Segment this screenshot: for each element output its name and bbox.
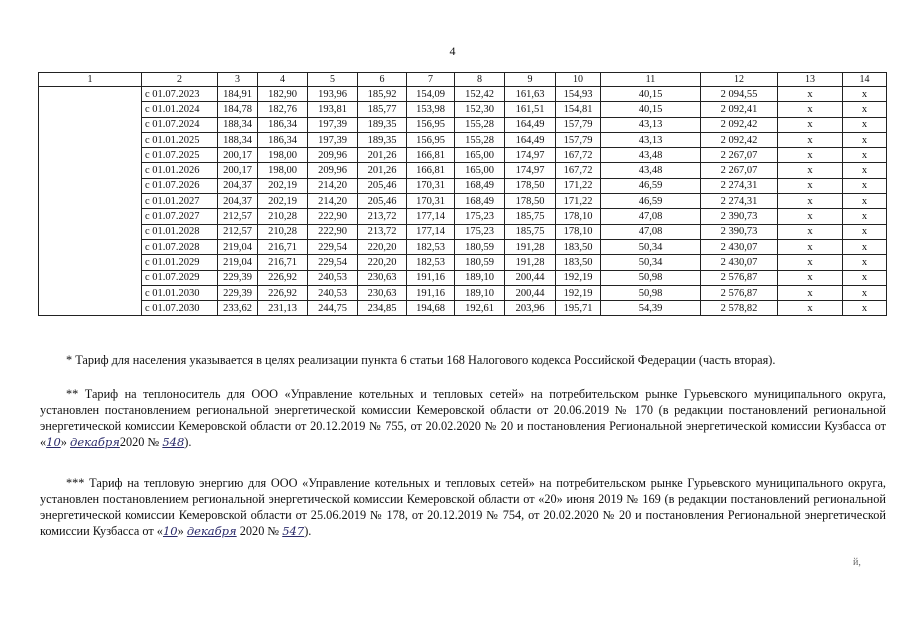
table-cell-date: с 01.07.2026 (142, 178, 218, 193)
table-cell-value: 244,75 (308, 301, 358, 316)
footnote-heat-energy-main: *** Тариф на тепловую энергию для ООО «Управление котельных и тепловых сетей» на потребительском рынке Гурьевского муниципального округа, установлен постановлением региональной энергетической комиссии Кемеровской области от «20» июня 2019 № 169 (в редакции постановлений региональной энергетической комиссии Кемеровской области от 25.06.2019 № 178, от 20.12.2019 № 754, от 20.02.2020 № 20 и постановления Региональной энергетической комиссии Кузбасса от « (40, 476, 886, 538)
table-cell-value: 168,49 (455, 178, 505, 193)
table-cell-value: 205,46 (358, 178, 407, 193)
table-cell-value: 198,00 (258, 148, 308, 163)
table-cell-value: 2 094,55 (701, 87, 778, 102)
table-cell-value: 47,08 (601, 224, 701, 239)
footnote-heat-carrier-text (40, 386, 886, 450)
table-cell-value: х (843, 148, 887, 163)
table-cell-value: х (843, 194, 887, 209)
closing-paren: ). (304, 524, 312, 538)
table-cell-value: 54,39 (601, 301, 701, 316)
table-cell-value: 189,35 (358, 132, 407, 147)
table-cell-value: 157,79 (556, 132, 601, 147)
table-cell-value: 189,10 (455, 285, 505, 300)
table-cell-blank (39, 301, 142, 316)
table-cell-value: 220,20 (358, 255, 407, 270)
table-cell-value: 219,04 (218, 239, 258, 254)
table-cell-value: 50,34 (601, 255, 701, 270)
table-cell-value: 209,96 (308, 148, 358, 163)
table-cell-value: 203,96 (505, 301, 556, 316)
table-row (39, 117, 887, 132)
table-row (39, 163, 887, 178)
table-cell-value: 200,17 (218, 148, 258, 163)
table-cell-value: 193,96 (308, 87, 358, 102)
table-cell-blank (39, 117, 142, 132)
table-cell-value: х (778, 117, 843, 132)
table-cell-value: х (843, 178, 887, 193)
column-header: 14 (843, 73, 887, 87)
table-cell-value: 50,98 (601, 270, 701, 285)
closing-paren: ). (184, 435, 192, 449)
table-cell-value: 213,72 (358, 224, 407, 239)
column-header: 4 (258, 73, 308, 87)
table-cell-value: 155,28 (455, 132, 505, 147)
table-row (39, 209, 887, 224)
column-header: 7 (407, 73, 455, 87)
table-cell-value: 170,31 (407, 194, 455, 209)
table-cell-value: 219,04 (218, 255, 258, 270)
table-cell-value: 183,50 (556, 239, 601, 254)
table-cell-value: 46,59 (601, 194, 701, 209)
table-cell-value: х (778, 285, 843, 300)
table-row (39, 255, 887, 270)
table-cell-value: 175,23 (455, 224, 505, 239)
table-cell-value: 167,72 (556, 163, 601, 178)
table-cell-value: 167,72 (556, 148, 601, 163)
table-cell-value: 40,15 (601, 87, 701, 102)
table-cell-value: 202,19 (258, 178, 308, 193)
table-cell-value: 182,90 (258, 87, 308, 102)
table-cell-value: 212,57 (218, 209, 258, 224)
table-row (39, 224, 887, 239)
table-cell-date: с 01.01.2029 (142, 255, 218, 270)
table-cell-date: с 01.07.2024 (142, 117, 218, 132)
table-cell-value: 185,92 (358, 87, 407, 102)
table-cell-value: 156,95 (407, 117, 455, 132)
table-cell-value: 50,98 (601, 285, 701, 300)
footnote-heat-carrier (40, 386, 886, 450)
column-header: 6 (358, 73, 407, 87)
table-cell-date: с 01.07.2023 (142, 87, 218, 102)
table-cell-value: 174,97 (505, 163, 556, 178)
table-cell-value: 240,53 (308, 285, 358, 300)
table-cell-value: 188,34 (218, 132, 258, 147)
table-cell-value: 175,23 (455, 209, 505, 224)
column-header: 3 (218, 73, 258, 87)
table-cell-date: с 01.07.2027 (142, 209, 218, 224)
table-cell-date: с 01.01.2025 (142, 132, 218, 147)
table-cell-value: х (843, 285, 887, 300)
table-cell-value: х (778, 87, 843, 102)
table-cell-value: х (843, 239, 887, 254)
column-header: 2 (142, 73, 218, 87)
table-cell-value: 189,35 (358, 117, 407, 132)
table-cell-value: 188,34 (218, 117, 258, 132)
table-cell-value: 50,34 (601, 239, 701, 254)
year-number-label: 2020 № (236, 524, 283, 538)
table-cell-blank (39, 132, 142, 147)
footnote-heat-energy (40, 475, 886, 539)
table-cell-value: х (843, 117, 887, 132)
table-cell-value: 157,79 (556, 117, 601, 132)
table-cell-value: 186,34 (258, 132, 308, 147)
quote-close: » (60, 435, 71, 449)
table-cell-date: с 01.07.2025 (142, 148, 218, 163)
table-cell-value: х (843, 209, 887, 224)
table-cell-value: 43,48 (601, 148, 701, 163)
table-row (39, 270, 887, 285)
table-cell-value: 191,28 (505, 255, 556, 270)
table-cell-blank (39, 209, 142, 224)
table-cell-value: 2 430,07 (701, 239, 778, 254)
table-cell-value: 178,10 (556, 224, 601, 239)
table-cell-value: 230,63 (358, 270, 407, 285)
column-header: 11 (601, 73, 701, 87)
table-cell-value: 214,20 (308, 194, 358, 209)
table-cell-value: 226,92 (258, 270, 308, 285)
table-cell-value: 192,61 (455, 301, 505, 316)
table-cell-value: х (778, 102, 843, 117)
table-cell-date: с 01.01.2024 (142, 102, 218, 117)
column-header: 12 (701, 73, 778, 87)
table-cell-value: 46,59 (601, 178, 701, 193)
table-cell-value: х (778, 301, 843, 316)
table-cell-value: 200,44 (505, 270, 556, 285)
corner-mark: й, (853, 557, 861, 568)
table-cell-value: х (843, 132, 887, 147)
table-cell-value: 210,28 (258, 209, 308, 224)
table-cell-blank (39, 224, 142, 239)
table-cell-value: 2 576,87 (701, 285, 778, 300)
table-cell-value: 184,78 (218, 102, 258, 117)
year-number-label: 2020 № (119, 435, 163, 449)
table-cell-value: х (778, 209, 843, 224)
handwritten-day: 10 (162, 524, 178, 538)
table-cell-value: х (778, 132, 843, 147)
table-cell-value: 233,62 (218, 301, 258, 316)
column-header: 13 (778, 73, 843, 87)
table-cell-blank (39, 285, 142, 300)
table-cell-value: 234,85 (358, 301, 407, 316)
table-cell-blank (39, 87, 142, 102)
page-number: 4 (449, 44, 456, 58)
table-cell-value: 229,54 (308, 239, 358, 254)
table-cell-value: 2 430,07 (701, 255, 778, 270)
table-cell-value: 177,14 (407, 224, 455, 239)
table-cell-value: 2 267,07 (701, 148, 778, 163)
table-cell-value: 189,10 (455, 270, 505, 285)
table-cell-date: с 01.07.2029 (142, 270, 218, 285)
table-cell-value: 201,26 (358, 163, 407, 178)
table-cell-value: 198,00 (258, 163, 308, 178)
table-row (39, 194, 887, 209)
tariff-table (38, 72, 887, 316)
table-row (39, 285, 887, 300)
table-row (39, 87, 887, 102)
table-row (39, 132, 887, 147)
table-cell-value: 229,54 (308, 255, 358, 270)
table-cell-value: 212,57 (218, 224, 258, 239)
table-cell-value: 43,48 (601, 163, 701, 178)
table-cell-blank (39, 163, 142, 178)
table-cell-value: 40,15 (601, 102, 701, 117)
table-cell-value: х (778, 148, 843, 163)
table-cell-value: 209,96 (308, 163, 358, 178)
table-cell-value: 156,95 (407, 132, 455, 147)
table-cell-value: 216,71 (258, 255, 308, 270)
table-cell-value: 195,71 (556, 301, 601, 316)
table-cell-value: 220,20 (358, 239, 407, 254)
table-cell-date: с 01.01.2028 (142, 224, 218, 239)
table-cell-value: 194,68 (407, 301, 455, 316)
table-cell-value: 170,31 (407, 178, 455, 193)
table-row (39, 148, 887, 163)
table-cell-value: 180,59 (455, 239, 505, 254)
table-cell-blank (39, 194, 142, 209)
table-cell-value: 183,50 (556, 255, 601, 270)
table-cell-value: 226,92 (258, 285, 308, 300)
quote-close: » (177, 524, 187, 538)
table-cell-value: 192,19 (556, 270, 601, 285)
table-cell-value: 200,44 (505, 285, 556, 300)
table-cell-value: 213,72 (358, 209, 407, 224)
table-cell-value: х (778, 178, 843, 193)
table-cell-value: 2 274,31 (701, 178, 778, 193)
table-cell-value: 240,53 (308, 270, 358, 285)
table-cell-value: х (843, 224, 887, 239)
table-cell-date: с 01.01.2027 (142, 194, 218, 209)
table-cell-value: 182,53 (407, 239, 455, 254)
handwritten-number: 547 (282, 524, 305, 538)
footnote-population (40, 352, 886, 368)
column-header: 5 (308, 73, 358, 87)
table-cell-value: 202,19 (258, 194, 308, 209)
table-cell-value: 43,13 (601, 132, 701, 147)
table-row (39, 301, 887, 316)
table-cell-blank (39, 255, 142, 270)
table-cell-value: 185,77 (358, 102, 407, 117)
table-cell-value: х (778, 255, 843, 270)
table-cell-value: 180,59 (455, 255, 505, 270)
table-cell-value: х (778, 163, 843, 178)
table-cell-date: с 01.07.2030 (142, 301, 218, 316)
table-cell-date: с 01.01.2030 (142, 285, 218, 300)
table-cell-value: х (843, 163, 887, 178)
table-cell-value: 197,39 (308, 132, 358, 147)
table-cell-value: 2 576,87 (701, 270, 778, 285)
table-cell-value: 214,20 (308, 178, 358, 193)
table-cell-value: 171,22 (556, 194, 601, 209)
table-cell-blank (39, 102, 142, 117)
table-cell-value: 229,39 (218, 270, 258, 285)
table-cell-value: 2 274,31 (701, 194, 778, 209)
table-cell-value: 191,16 (407, 270, 455, 285)
table-cell-value: 204,37 (218, 178, 258, 193)
table-cell-value: 193,81 (308, 102, 358, 117)
table-cell-value: 197,39 (308, 117, 358, 132)
footnote-heat-energy-text (40, 475, 886, 539)
table-cell-value: 178,10 (556, 209, 601, 224)
column-header: 1 (39, 73, 142, 87)
table-cell-value: 2 092,42 (701, 132, 778, 147)
table-cell-value: 161,51 (505, 102, 556, 117)
table-cell-value: 154,09 (407, 87, 455, 102)
table-cell-value: 165,00 (455, 163, 505, 178)
column-header: 8 (455, 73, 505, 87)
table-row (39, 102, 887, 117)
table-cell-value: 205,46 (358, 194, 407, 209)
handwritten-month: декабря (186, 524, 237, 538)
table-cell-blank (39, 270, 142, 285)
table-header-row (39, 73, 887, 87)
table-cell-value: 177,14 (407, 209, 455, 224)
table-cell-value: 2 092,41 (701, 102, 778, 117)
table-cell-value: х (778, 239, 843, 254)
table-cell-value: х (843, 270, 887, 285)
table-cell-blank (39, 178, 142, 193)
table-cell-value: х (843, 87, 887, 102)
table-cell-date: с 01.01.2026 (142, 163, 218, 178)
table-cell-value: 164,49 (505, 132, 556, 147)
column-header: 10 (556, 73, 601, 87)
table-cell-value: 152,42 (455, 87, 505, 102)
table-cell-value: х (778, 224, 843, 239)
table-cell-value: 2 267,07 (701, 163, 778, 178)
table-cell-value: 43,13 (601, 117, 701, 132)
table-cell-value: 178,50 (505, 194, 556, 209)
table-cell-value: 164,49 (505, 117, 556, 132)
table-cell-value: х (843, 255, 887, 270)
column-header: 9 (505, 73, 556, 87)
table-cell-value: х (843, 301, 887, 316)
table-cell-value: 171,22 (556, 178, 601, 193)
table-row (39, 239, 887, 254)
table-cell-value: 186,34 (258, 117, 308, 132)
table-cell-value: 178,50 (505, 178, 556, 193)
table-cell-value: 200,17 (218, 163, 258, 178)
table-cell-value: х (843, 102, 887, 117)
table-cell-value: 2 092,42 (701, 117, 778, 132)
table-cell-value: 154,81 (556, 102, 601, 117)
table-cell-blank (39, 148, 142, 163)
handwritten-day: 10 (46, 435, 61, 449)
footnote-heat-carrier-main: ** Тариф на теплоноситель для ООО «Управление котельных и тепловых сетей» на потребительском рынке Гурьевского муниципального округа, установлен постановлением региональной энергетической комиссии Кемеровской области от 20.06.2019 № 170 (в редакции постановлений региональной энергетической комиссии Кемеровской области от 20.12.2019 № 755, от 20.02.2020 № 20 и постановления Региональной энергетической комиссии Кузбасса от « (40, 387, 886, 449)
handwritten-month: декабря (70, 435, 120, 449)
table-cell-value: х (778, 194, 843, 209)
table-cell-value: 2 578,82 (701, 301, 778, 316)
table-cell-value: 168,49 (455, 194, 505, 209)
table-cell-value: 2 390,73 (701, 224, 778, 239)
table-cell-value: 47,08 (601, 209, 701, 224)
table-cell-value: 222,90 (308, 209, 358, 224)
table-cell-value: 155,28 (455, 117, 505, 132)
table-cell-value: 165,00 (455, 148, 505, 163)
handwritten-number: 548 (162, 435, 185, 449)
table-cell-value: 166,81 (407, 163, 455, 178)
table-cell-value: 2 390,73 (701, 209, 778, 224)
table-cell-value: 230,63 (358, 285, 407, 300)
table-cell-value: 192,19 (556, 285, 601, 300)
table-cell-value: 182,53 (407, 255, 455, 270)
footnote-population-text: * Тариф для населения указывается в целях реализации пункта 6 статьи 168 Налогового кодекса Российской Федерации (часть вторая). (66, 353, 776, 367)
table-cell-value: 185,75 (505, 209, 556, 224)
table-cell-value: 210,28 (258, 224, 308, 239)
table-cell-value: 182,76 (258, 102, 308, 117)
table-cell-value: 152,30 (455, 102, 505, 117)
table-cell-value: 154,93 (556, 87, 601, 102)
table-cell-value: 191,16 (407, 285, 455, 300)
table-cell-value: 174,97 (505, 148, 556, 163)
table-cell-blank (39, 239, 142, 254)
table-cell-value: 229,39 (218, 285, 258, 300)
table-cell-date: с 01.07.2028 (142, 239, 218, 254)
table-cell-value: 204,37 (218, 194, 258, 209)
table-cell-value: 216,71 (258, 239, 308, 254)
table-cell-value: 191,28 (505, 239, 556, 254)
table-cell-value: 231,13 (258, 301, 308, 316)
table-cell-value: 201,26 (358, 148, 407, 163)
table-row (39, 178, 887, 193)
table-cell-value: 184,91 (218, 87, 258, 102)
table-cell-value: 185,75 (505, 224, 556, 239)
table-cell-value: 222,90 (308, 224, 358, 239)
table-cell-value: 161,63 (505, 87, 556, 102)
table-cell-value: 166,81 (407, 148, 455, 163)
table-cell-value: х (778, 270, 843, 285)
table-cell-value: 153,98 (407, 102, 455, 117)
